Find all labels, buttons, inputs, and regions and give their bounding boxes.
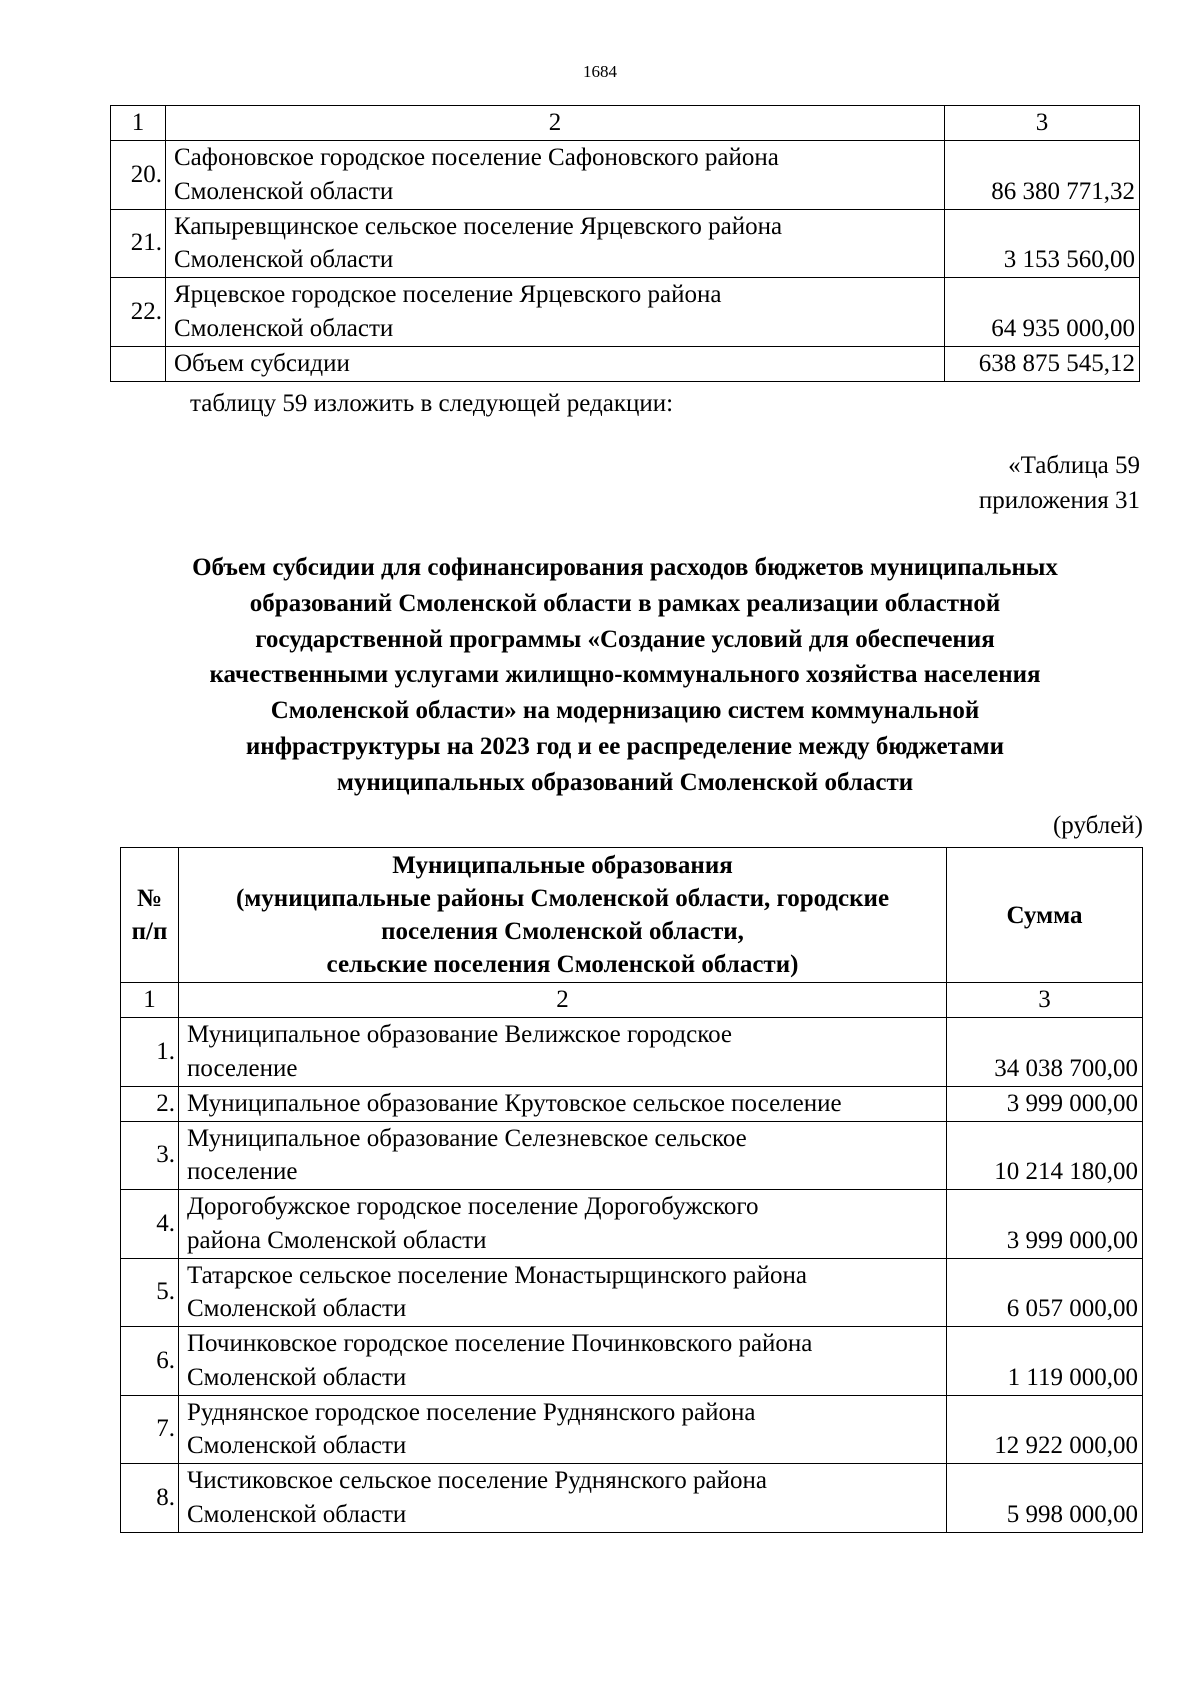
row-amount: 6 057 000,00	[947, 1258, 1143, 1327]
continued-table	[110, 105, 1140, 382]
row-number: 21.	[111, 209, 166, 278]
col-index: 3	[945, 106, 1140, 141]
table-index-row	[121, 983, 1143, 1018]
row-name: Ярцевское городское поселение Ярцевского района Смоленской области	[166, 278, 945, 347]
row-number: 7.	[121, 1395, 179, 1464]
row-number: 6.	[121, 1327, 179, 1396]
col-index: 2	[179, 983, 947, 1018]
row-number: 3.	[121, 1121, 179, 1190]
table-index-row	[111, 106, 1140, 141]
table-row	[121, 1258, 1143, 1327]
table-row	[121, 1327, 1143, 1396]
units-label: (рублей)	[1052, 812, 1143, 839]
row-number: 8.	[121, 1464, 179, 1533]
total-amount: 638 875 545,12	[945, 346, 1140, 381]
total-row	[111, 346, 1140, 381]
col-index: 2	[166, 106, 945, 141]
col-index: 1	[111, 106, 166, 141]
table-row	[111, 141, 1140, 210]
row-amount: 5 998 000,00	[947, 1464, 1143, 1533]
empty-cell	[111, 346, 166, 381]
header-number: № п/п	[121, 848, 179, 983]
table-row	[121, 1395, 1143, 1464]
col-index: 3	[947, 983, 1143, 1018]
table-row	[111, 278, 1140, 347]
table-reference: «Таблица 59 приложения 31	[978, 452, 1140, 514]
row-number: 20.	[111, 141, 166, 210]
table-row	[121, 1121, 1143, 1190]
row-number: 2.	[121, 1086, 179, 1121]
table-row	[121, 1086, 1143, 1121]
table-header-row	[121, 848, 1143, 983]
row-amount: 3 999 000,00	[947, 1190, 1143, 1259]
page-number: 1684	[583, 62, 617, 81]
total-label: Объем субсидии	[166, 346, 945, 381]
row-name: Руднянское городское поселение Руднянского района Смоленской области	[179, 1395, 947, 1464]
row-name: Дорогобужское городское поселение Дорогобужского района Смоленской области	[179, 1190, 947, 1259]
table-row	[111, 209, 1140, 278]
row-amount: 3 153 560,00	[945, 209, 1140, 278]
row-number: 4.	[121, 1190, 179, 1259]
row-name: Татарское сельское поселение Монастырщинского района Смоленской области	[179, 1258, 947, 1327]
table-row	[121, 1018, 1143, 1087]
row-name: Муниципальное образование Велижское городское поселение	[179, 1018, 947, 1087]
row-name: Муниципальное образование Селезневское сельское поселение	[179, 1121, 947, 1190]
row-amount: 10 214 180,00	[947, 1121, 1143, 1190]
row-name: Муниципальное образование Крутовское сельское поселение	[179, 1086, 947, 1121]
header-amount: Сумма	[947, 848, 1143, 983]
col-index: 1	[121, 983, 179, 1018]
row-number: 22.	[111, 278, 166, 347]
row-name: Капыревщинское сельское поселение Ярцевского района Смоленской области	[166, 209, 945, 278]
document-title: Объем субсидии для софинансирования расходов бюджетов муниципальных образований Смоленской области в рамках реализации областной государственной программы «Создание условий для обеспечения качественными услугами жилищно-коммунального хозяйства населения Смоленской области» на модернизацию систем коммунальной инфраструктуры на 2023 год и ее распределение между бюджетами муниципальных образований Смоленской области	[192, 554, 1058, 796]
row-amount: 34 038 700,00	[947, 1018, 1143, 1087]
row-name: Чистиковское сельское поселение Руднянского района Смоленской области	[179, 1464, 947, 1533]
row-name: Починковское городское поселение Починковского района Смоленской области	[179, 1327, 947, 1396]
instruction-text: таблицу 59 изложить в следующей редакции:	[190, 390, 674, 417]
row-amount: 3 999 000,00	[947, 1086, 1143, 1121]
row-amount: 1 119 000,00	[947, 1327, 1143, 1396]
subsidy-table	[120, 847, 1143, 1533]
row-amount: 12 922 000,00	[947, 1395, 1143, 1464]
row-amount: 86 380 771,32	[945, 141, 1140, 210]
row-number: 1.	[121, 1018, 179, 1087]
row-name: Сафоновское городское поселение Сафоновского района Смоленской области	[166, 141, 945, 210]
row-amount: 64 935 000,00	[945, 278, 1140, 347]
table-row	[121, 1464, 1143, 1533]
row-number: 5.	[121, 1258, 179, 1327]
header-municipality: Муниципальные образования (муниципальные районы Смоленской области, городские поселения Смоленской области, сельские поселения Смоленской области)	[179, 848, 947, 983]
table-row	[121, 1190, 1143, 1259]
